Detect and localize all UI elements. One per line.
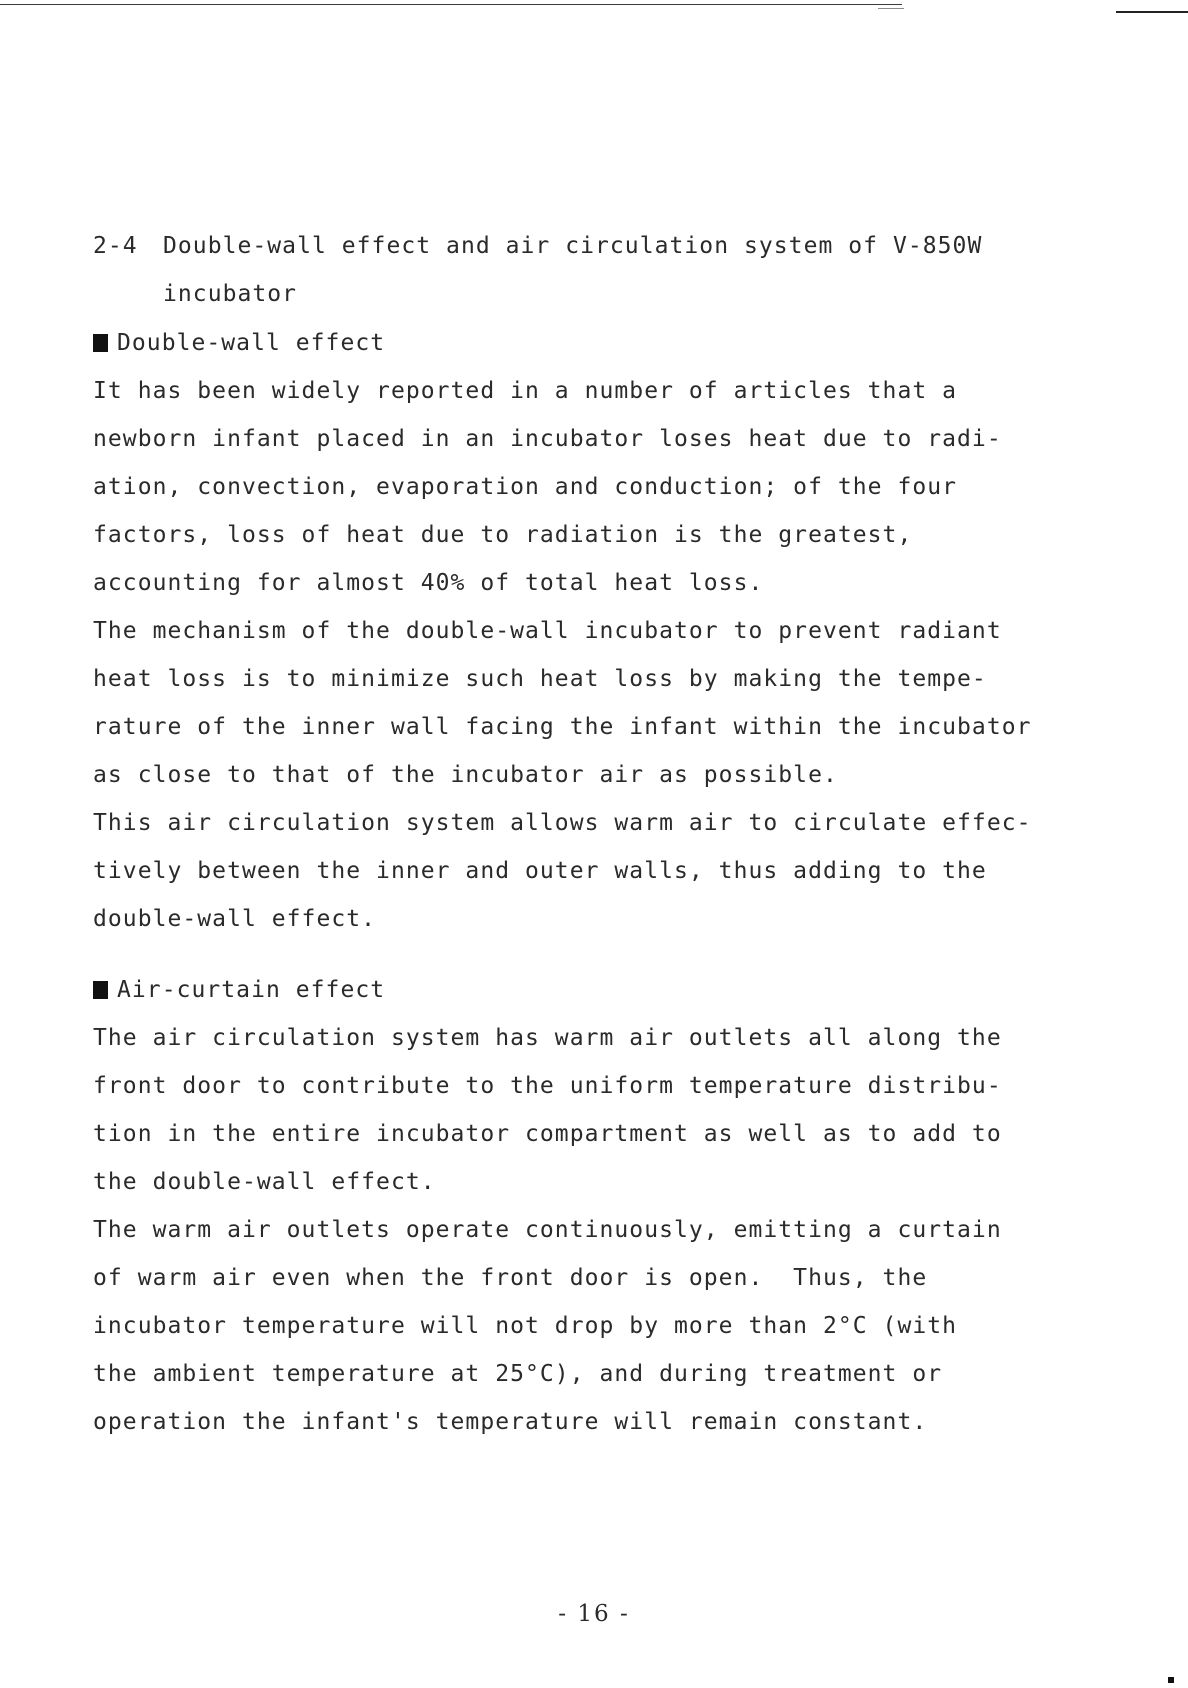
paragraph-line: The mechanism of the double-wall incubator to prevent radiant bbox=[93, 618, 1002, 644]
double-wall-heading-label: Double-wall effect bbox=[117, 330, 386, 356]
paragraph-line: double-wall effect. bbox=[93, 906, 377, 932]
top-rule-fragment bbox=[878, 8, 904, 9]
paragraph-line: It has been widely reported in a number of articles that a bbox=[93, 378, 958, 404]
page-number: - 16 - bbox=[558, 1601, 630, 1627]
paragraph-line: The air circulation system has warm air outlets all along the bbox=[93, 1025, 1002, 1051]
paragraph-line: heat loss is to minimize such heat loss by making the tempe- bbox=[93, 666, 987, 692]
air-curtain-heading bbox=[93, 975, 385, 1005]
paragraph-line: of warm air even when the front door is open. Thus, the bbox=[93, 1265, 928, 1291]
paragraph-line: as close to that of the incubator air as possible. bbox=[93, 762, 838, 788]
square-bullet-icon bbox=[93, 981, 108, 999]
paragraph-line: operation the infant's temperature will remain constant. bbox=[93, 1409, 928, 1435]
paragraph-line: This air circulation system allows warm air to circulate effec- bbox=[93, 810, 1032, 836]
square-bullet-icon bbox=[93, 334, 108, 352]
paragraph-line: ation, convection, evaporation and conduction; of the four bbox=[93, 474, 958, 500]
section-title-line-1: Double-wall effect and air circulation system of V-850W bbox=[163, 233, 983, 259]
paragraph-line: The warm air outlets operate continuously, emitting a curtain bbox=[93, 1217, 1002, 1243]
paragraph-line: incubator temperature will not drop by more than 2°C (with bbox=[93, 1313, 958, 1339]
paragraph-line: the ambient temperature at 25°C), and during treatment or bbox=[93, 1361, 943, 1387]
section-number: 2-4 bbox=[93, 233, 138, 259]
paragraph-line: factors, loss of heat due to radiation is the greatest, bbox=[93, 522, 913, 548]
paragraph-line: tively between the inner and outer walls, thus adding to the bbox=[93, 858, 987, 884]
paragraph-line: accounting for almost 40% of total heat loss. bbox=[93, 570, 764, 596]
top-rule bbox=[0, 4, 902, 5]
right-edge-rule bbox=[1116, 11, 1188, 13]
paragraph-line: the double-wall effect. bbox=[93, 1169, 436, 1195]
paragraph-line: front door to contribute to the uniform temperature distribu- bbox=[93, 1073, 1002, 1099]
air-curtain-heading-label: Air-curtain effect bbox=[117, 977, 386, 1003]
paragraph-line: tion in the entire incubator compartment as well as to add to bbox=[93, 1121, 1002, 1147]
section-title-line-2: incubator bbox=[163, 281, 298, 307]
double-wall-heading bbox=[93, 328, 385, 358]
paragraph-line: newborn infant placed in an incubator loses heat due to radi- bbox=[93, 426, 1002, 452]
paragraph-line: rature of the inner wall facing the infant within the incubator bbox=[93, 714, 1032, 740]
scan-mark bbox=[1168, 1677, 1174, 1683]
